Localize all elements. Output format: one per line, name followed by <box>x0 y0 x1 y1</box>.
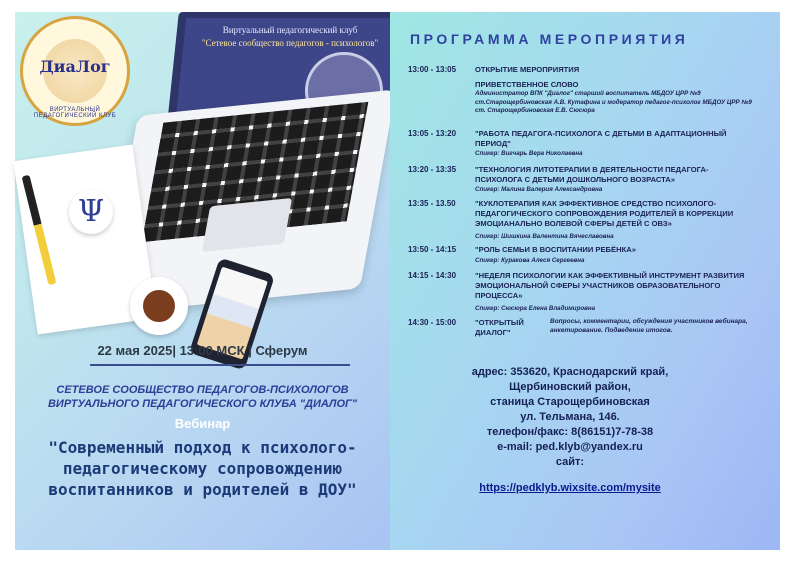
schedule-time: 13:50 - 14:15 <box>408 245 457 254</box>
schedule-speaker: Спикер: Малина Валерия Александровна <box>475 186 603 193</box>
address-line: станица Старощербиновская <box>490 396 650 408</box>
schedule-title: "ТЕХНОЛОГИЯ ЛИТОТЕРАПИИ В ДЕЯТЕЛЬНОСТИ ПЕДАГОГА-ПСИХОЛОГА С ДЕТЬМИ ДОШКОЛЬНОГО ВОЗРАСТА» <box>475 165 709 184</box>
site-link[interactable]: https://pedklyb.wixsite.com/mysite <box>479 482 661 494</box>
schedule-time: 13:05 - 13:20 <box>408 129 457 138</box>
schedule-time: 14:15 - 14:30 <box>408 271 457 280</box>
logo-ring-text: ВИРТУАЛЬНЫЙ ПЕДАГОГИЧЕСКИЙ КЛУБ <box>33 107 117 119</box>
club-logo <box>20 16 130 126</box>
schedule-title: ОТКРЫТИЕ МЕРОПРИЯТИЯ <box>475 65 580 74</box>
schedule-speaker: Спикер: Шишкина Валентина Вячеславовна <box>475 233 614 240</box>
touchpad <box>202 198 292 252</box>
schedule-title: "КУКЛОТЕРАПИЯ КАК ЭФФЕКТИВНОЕ СРЕДСТВО ПСИХОЛОГО-ПЕДАГОГИЧЕСКОГО СОПРОВОЖДЕНИЯ РОДИТЕЛЕЙ В КОРРЕКЦИИ ЭМОЦИАНАЛЬНО ВОЛЕВОЙ СФЕРЫ ДЕТЕЙ С ОВЗ» <box>475 199 734 228</box>
left-panel <box>15 12 390 550</box>
event-date-line: 22 мая 2025| 13:00 МСК | Сферум <box>97 343 308 358</box>
organizer-line-1: СЕТЕВОЕ СООБЩЕСТВО ПЕДАГОГОВ-ПСИХОЛОГОВ <box>56 384 349 396</box>
schedule-time: 14:30 - 15:00 <box>408 318 457 327</box>
schedule-speaker: Спикер: Вигчарь Вера Николаевна <box>475 150 583 157</box>
phone-line: телефон/факс: 8(86151)7-78-38 <box>486 426 654 438</box>
address-line: Щербиновский район, <box>509 381 631 393</box>
psi-badge <box>69 190 113 234</box>
schedule-speaker: Спикер: Куракова Алеся Сергеевна <box>475 257 585 264</box>
program-title: ПРОГРАММА МЕРОПРИЯТИЯ <box>410 31 689 47</box>
schedule-title: "НЕДЕЛЯ ПСИХОЛОГИИ КАК ЭФФЕКТИВНЫЙ ИНСТРУМЕНТ РАЗВИТИЯ ЭМОЦИОНАЛЬНОЙ СФЕРЫ УЧАСТНИКОВ ОБРАЗОВАТЕЛЬНОГО ПРОЦЕССА» <box>475 271 745 300</box>
webinar-title: "Современный подход к психолого-педагогическому сопровождению воспитанников и родителей в ДОУ" <box>48 438 357 499</box>
coffee-icon <box>139 286 179 326</box>
logo-name: ДиаЛог <box>39 57 111 76</box>
address-line: адрес: 353620, Краснодарский край, <box>471 366 669 378</box>
right-panel <box>390 12 780 550</box>
address-line: ул. Тельмана, 146. <box>520 411 620 423</box>
schedule-note: Вопросы, комментарии, обсуждения участников вебинара, анкетирование. Подведение итогов. <box>550 318 748 334</box>
schedule-title: "РАБОТА ПЕДАГОГА-ПСИХОЛОГА С ДЕТЬМИ В АДАПТАЦИОННЫЙ ПЕРИОД" <box>475 129 727 148</box>
email-line: e-mail: ped.klyb@yandex.ru <box>497 441 643 453</box>
schedule-title: "ОТКРЫТЫЙ ДИАЛОГ" <box>475 318 524 337</box>
webinar-label: Вебинар <box>174 416 231 431</box>
schedule-title: "РОЛЬ СЕМЬИ В ВОСПИТАНИИ РЕБЁНКА» <box>475 245 636 254</box>
contact-block <box>430 365 710 470</box>
divider <box>90 364 350 366</box>
schedule-speaker: Спикер: Сюсюра Елена Владимировна <box>475 305 596 312</box>
site-label: сайт: <box>555 456 585 468</box>
organizer-line-2: ВИРТУАЛЬНОГО ПЕДАГОГИЧЕСКОГО КЛУБА "ДИАЛОГ" <box>47 398 358 410</box>
schedule-time: 13:20 - 13:35 <box>408 165 457 174</box>
psi-icon: Ψ <box>77 194 105 229</box>
laptop-screen-title: Виртуальный педагогический клуб <box>222 25 358 35</box>
schedule-time: 13:00 - 13:05 <box>408 65 457 74</box>
schedule-subtitle: ПРИВЕТСТВЕННОЕ СЛОВО <box>475 80 579 89</box>
schedule-time: 13:35 - 13.50 <box>408 199 456 208</box>
schedule-speaker: Администратор ВПК "Диалог" старший воспитатель МБДОУ ЦРР №9 ст.Старощербиновская А.В. Кутафина и модератор педагог-психолог МБДОУ ЦРР №9 ст. Старощербиновская Е.В. Сюсюра <box>475 90 752 114</box>
laptop-screen-subtitle: "Сетевое сообщество педагогов - психологов" <box>201 38 379 48</box>
